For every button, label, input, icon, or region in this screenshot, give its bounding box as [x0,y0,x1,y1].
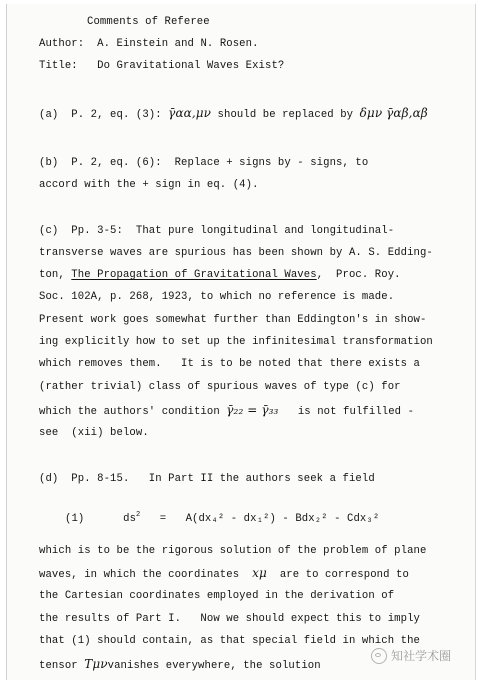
comment-d-line2: which is to be the rigorous solution of the problem of plane [39,545,427,557]
coordinate-variable: xμ [252,566,267,580]
title-line [39,60,284,73]
comment-c-line3-pre: ton, [39,269,72,281]
comment-c-line3-post: , Proc. Roy. [316,269,401,281]
comment-b-line1: (b) P. 2, eq. (6): Replace + signs by - signs, to [39,157,369,169]
comment-c-line5: Present work goes somewhat further than Eddington's in show- [39,314,427,326]
comment-c-line8: (rather trivial) class of spurious waves of type (c) for [39,381,401,393]
document-page [6,4,476,680]
comment-b-line2: accord with the + sign in eq. (4). [39,179,259,191]
equation-lhs: ds [123,513,137,525]
tensor-variable: Tμν [84,657,108,671]
comment-c-line1: (c) Pp. 3-5: That pure longitudinal and longitudinal- [39,225,395,237]
equation-rhs: A(dx₄² - dx₁²) - Bdx₂² - Cdx₃² [185,513,380,525]
comment-d-line7 [39,658,321,673]
comment-d-line6: that (1) should contain, as that special field in which the [39,635,420,647]
document-title: Comments of Referee [87,16,210,28]
comment-d-line7-post: vanishes everywhere, the solution [107,660,321,672]
comment-d-line4: the Cartesian coordinates employed in the derivation of [39,590,395,602]
comment-d-line3 [39,567,409,582]
comment-c-line10: see (xii) below. [39,427,149,439]
comment-a-middle: should be replaced by [217,109,354,121]
comment-c-line2: transverse waves are spurious has been shown by A. S. Edding- [39,247,433,259]
author-line [39,38,259,51]
author-label: Author: [39,38,85,50]
comment-c-line4: Soc. 102A, p. 268, 1923, to which no reference is made. [39,291,395,303]
comment-c-line3 [39,269,401,282]
comment-d-line3-post: are to correspond to [279,569,409,581]
handwritten-expr-new: δμν γ̄αβ,αβ [359,106,428,120]
watermark [371,647,451,664]
comment-a [39,107,428,122]
comment-c-line9 [39,404,414,419]
wechat-icon [371,648,387,664]
handwritten-expr-old: γ̄αα,μν [168,106,212,120]
comment-d-line5: the results of Part I. Now we should expect this to imply [39,613,420,625]
comment-a-prefix: (a) P. 2, eq. (3): [39,109,162,121]
title-value: Do Gravitational Waves Exist? [97,60,285,72]
handwritten-condition: γ̄₂₂ = γ̄₃₃ [226,403,279,417]
comment-c-line9-pre: which the authors' condition [39,406,220,418]
comment-c-line6: ing explicitly how to set up the infinitesimal transformation [39,336,433,348]
equation-1: (1) $ds^2 = A(dx_4^2 - dx_1^2) - Bdx_2^2 - Cdx_3^2$ [65,511,380,525]
comment-c-line7: which removes them. It is to be noted that there exists a [39,358,420,370]
comment-d-line7-pre: tensor [39,660,78,672]
comment-d-line1: (d) Pp. 8-15. In Part II the authors seek a field [39,473,375,485]
cited-paper-title: The Propagation of Gravitational Waves [71,269,317,281]
comment-c-line9-post: is not fulfilled - [297,406,415,418]
watermark-text: 知社学术圈 [390,649,451,663]
author-value: A. Einstein and N. Rosen. [97,38,259,50]
comment-d-line3-pre: waves, in which the coordinates [39,569,240,581]
title-label: Title: [39,60,78,72]
equation-label: (1) [65,513,85,525]
